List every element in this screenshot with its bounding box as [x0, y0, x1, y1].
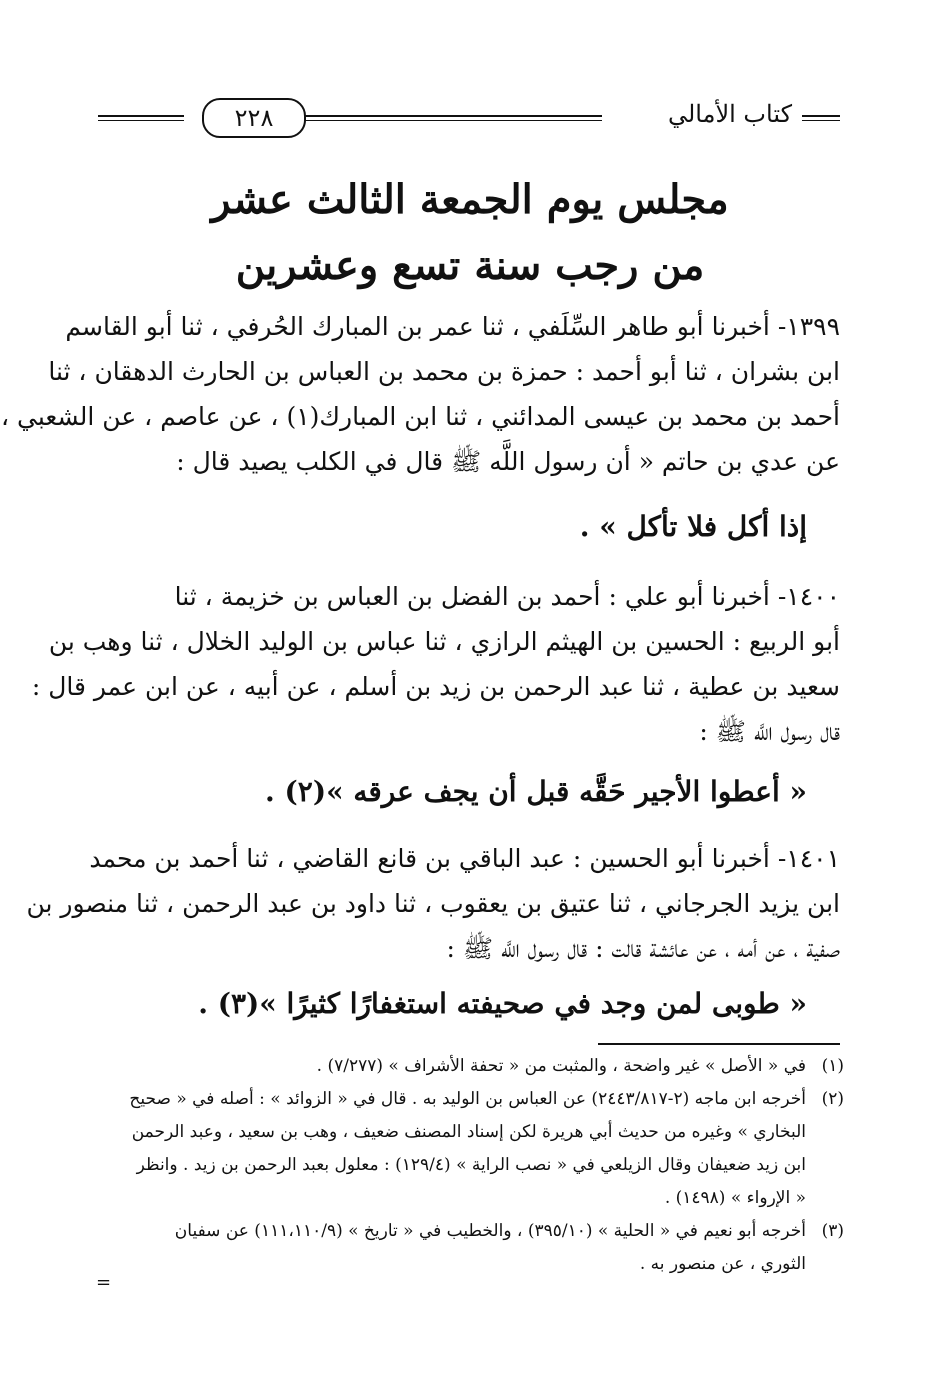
hadith-text: « طوبى لمن وجد في صحيفته استغفارًا كثيرًا »(٣) . [198, 987, 807, 1020]
footnote-line: في « الأصل » غير واضحة ، والمثبت من « تحفة الأشراف » (٧/٢٧٧) . [316, 1056, 806, 1076]
footnote-line: « الإرواء » (١٤٩٨) . [664, 1188, 806, 1208]
entry-line: صفية ، عن أمه ، عن عائشة قالت : قال رسول اللَّه ﷺ : [446, 934, 840, 963]
session-heading-line-1: مجلس يوم الجمعة الثالث عشر [211, 176, 729, 223]
running-header [98, 98, 840, 138]
entry-line: أبو الربيع : الحسين بن الهيثم الرازي ، ثنا عباس بن الوليد الخلال ، ثنا وهب بن [48, 627, 840, 656]
continuation-mark: = [96, 1272, 112, 1293]
footnote-line: الثوري ، عن منصور به . [639, 1254, 806, 1274]
footnote-line: ابن زيد ضعيفان وقال الزيلعي في « نصب الراية » (١٢٩/٤) : معلول بعبد الرحمن بن زيد . وانظر [136, 1155, 806, 1175]
footnote-number: (٢) [821, 1089, 844, 1109]
entry-line: أحمد بن محمد بن عيسى المدائني ، ثنا ابن المبارك(١) ، عن عاصم ، عن الشعبي ، [1, 402, 840, 431]
footnote-2 [96, 1083, 844, 1215]
entry-line: عن عدي بن حاتم « أن رسول اللَّه ﷺ قال في الكلب يصيد قال : [176, 447, 840, 476]
footnote-number: (٣) [821, 1221, 844, 1241]
entry-line: ١٣٩٩- أخبرنا أبو طاهر السِّلَفي ، ثنا عمر بن المبارك الحُرفي ، ثنا أبو القاسم [65, 312, 840, 341]
entry-1399 [1, 304, 840, 484]
header-rule-right [802, 115, 840, 121]
footnote-separator [598, 1043, 840, 1045]
footnote-number: (١) [821, 1056, 844, 1076]
footnote-1 [96, 1050, 844, 1083]
entry-line: قال رسول اللَّه ﷺ : [699, 717, 840, 746]
header-rule-left [98, 115, 184, 121]
footnote-line: البخاري » وغيره من حديث أبي هريرة لكن إسناد المصنف ضعيف ، وهب بن سعيد ، وعبد الرحمن [131, 1122, 806, 1142]
entry-1401 [26, 836, 840, 971]
footnote-line: أخرجه ابن ماجه (٢-٢٤٤٣/٨١٧) عن العباس بن الوليد به . قال في « الزوائد » : أصله في « صحيح [129, 1089, 806, 1109]
entry-line: سعيد بن عطية ، ثنا عبد الرحمن بن زيد بن أسلم ، عن أبيه ، عن ابن عمر قال : [31, 672, 840, 701]
entry-line: ابن بشران ، ثنا أبو أحمد : حمزة بن محمد بن العباس بن الحارث الدهقان ، ثنا [48, 357, 840, 386]
hadith-text: « أعطوا الأجير حَقَّه قبل أن يجف عرقه »(٢) . [265, 775, 807, 808]
footnote-line: أخرجه أبو نعيم في « الحلية » (٣٩٥/١٠) ، والخطيب في « تاريخ » (١١١،١١٠/٩) عن سفيان [174, 1221, 806, 1241]
entry-line: ١٤٠٠- أخبرنا أبو علي : أحمد بن الفضل بن العباس بن خزيمة ، ثنا [174, 582, 840, 611]
page-number: ٢٢٨ [202, 98, 306, 138]
entry-line: ابن يزيد الجرجاني ، ثنا عتيق بن يعقوب ، ثنا داود بن عبد الرحمن ، ثنا منصور بن [26, 889, 840, 918]
session-heading-line-2: من رجب سنة تسع وعشرين [235, 242, 705, 289]
footnote-3 [96, 1215, 844, 1281]
book-title: كتاب الأمالي [667, 100, 792, 128]
hadith-text: إذا أكل فلا تأكل » . [579, 510, 807, 543]
entry-line: ١٤٠١- أخبرنا أبو الحسين : عبد الباقي بن قانع القاضي ، ثنا أحمد بن محمد [89, 844, 840, 873]
footnotes [96, 1050, 844, 1281]
entry-1400 [31, 574, 840, 754]
